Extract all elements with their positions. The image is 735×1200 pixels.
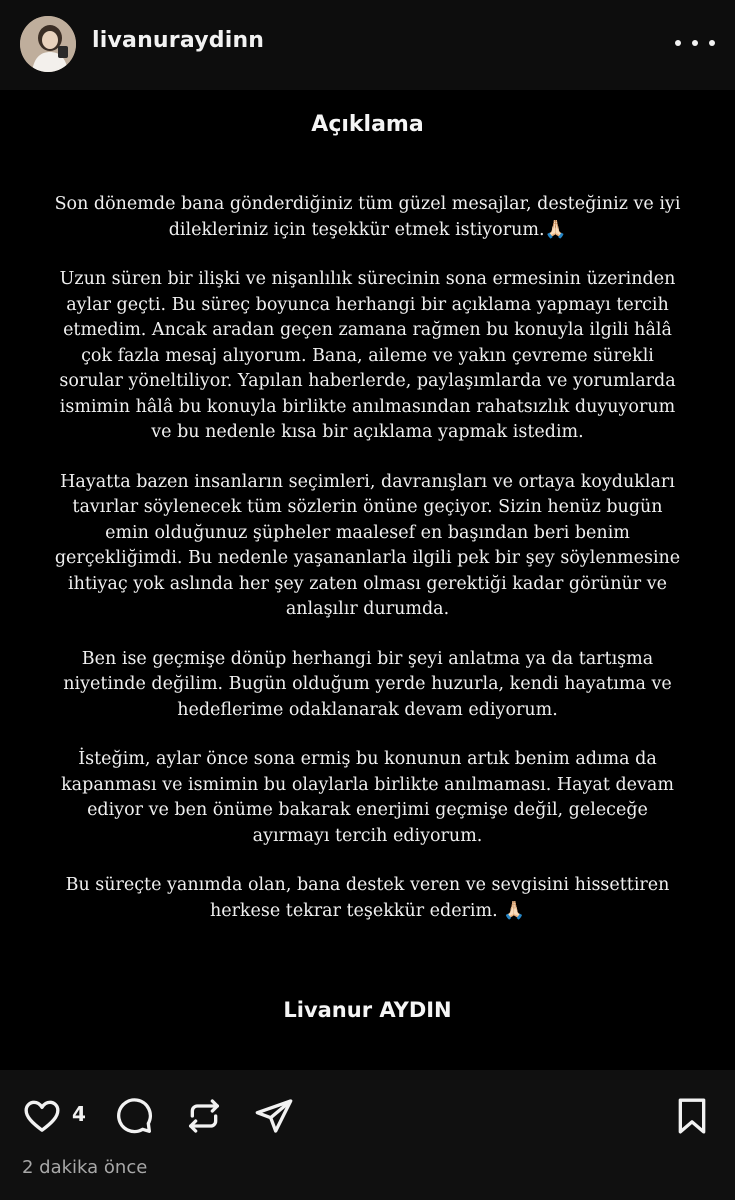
comment-bubble-icon[interactable] — [112, 1094, 156, 1138]
avatar-image — [20, 16, 76, 72]
heart-icon[interactable] — [20, 1094, 64, 1138]
more-dot — [709, 40, 715, 46]
repost-icon[interactable] — [182, 1094, 226, 1138]
post-paragraph: Son dönemde bana gönderdiğiniz tüm güzel mesajlar, desteğiniz ve iyi dilekleriniz için teşekkür etmek istiyorum.🙏🏻 — [54, 194, 681, 240]
username[interactable]: livanuraydinn — [92, 28, 265, 53]
bookmark-icon[interactable] — [670, 1094, 714, 1138]
post-paragraph: Uzun süren bir ilişki ve nişanlılık sürecinin sona ermesinin üzerinden aylar geçti. Bu süreç boyunca herhangi bir açıklama yapmayı tercih etmedim. Ancak aradan geçen zamana rağmen bu konuyla ilgili hâlâ çok fazla mesaj alıyorum. Bana, aileme ve yakın çevreme sürekli sorular yöneltiliyor. Yapılan haberlerde, paylaşımlarda ve yorumlarda ismimin hâlâ bu konuyla birlikte anılmasından rahatsızlık duyuyorum ve bu nedenle kısa bir açıklama yapmak istedim. — [59, 269, 676, 442]
action-bar — [0, 1070, 735, 1200]
avatar[interactable] — [20, 16, 76, 72]
post-paragraph: İsteğim, aylar önce sona ermiş bu konunun artık benim adıma da kapanması ve ismimin bu olaylarla birlikte anılmaması. Hayat devam ediyor ve ben önüme bakarak enerjimi geçmişe değil, geleceğe ayırmayı tercih ediyorum. — [61, 749, 674, 846]
paper-plane-icon[interactable] — [252, 1094, 296, 1138]
more-dot — [675, 40, 681, 46]
post-timestamp: 2 dakika önce — [22, 1157, 148, 1178]
post-title: Açıklama — [311, 112, 424, 137]
post-header — [0, 0, 735, 90]
post-paragraph: Hayatta bazen insanların seçimleri, davranışları ve ortaya koydukları tavırlar söylenecek tüm sözlerin önüne geçiyor. Sizin henüz bugün emin olduğunuz şüpheler maalesef en başından beri benim gerçekliğimdi. Bu nedenle yaşananlarla ilgili pek bir şey söylenmesine ihtiyaç yok aslında her şey zaten olması gerektiği kadar görünür ve anlaşılır durumda. — [54, 471, 681, 619]
more-options-icon[interactable] — [675, 28, 715, 58]
post-paragraph: Bu süreçte yanımda olan, bana destek veren ve sevgisini hissettiren herkese tekrar teşekkür ederim. 🙏🏻 — [65, 875, 670, 921]
post-image[interactable] — [0, 90, 735, 1070]
more-dot — [692, 40, 698, 46]
post-body — [50, 192, 685, 948]
like-count[interactable]: 4 — [72, 1102, 86, 1126]
post-paragraph: Ben ise geçmişe dönüp herhangi bir şeyi anlatma ya da tartışma niyetinde değilim. Bugün olduğum yerde huzurla, kendi hayatıma ve hedeflerime odaklanarak devam ediyorum. — [63, 648, 672, 720]
post-signature: Livanur AYDIN — [283, 998, 452, 1022]
